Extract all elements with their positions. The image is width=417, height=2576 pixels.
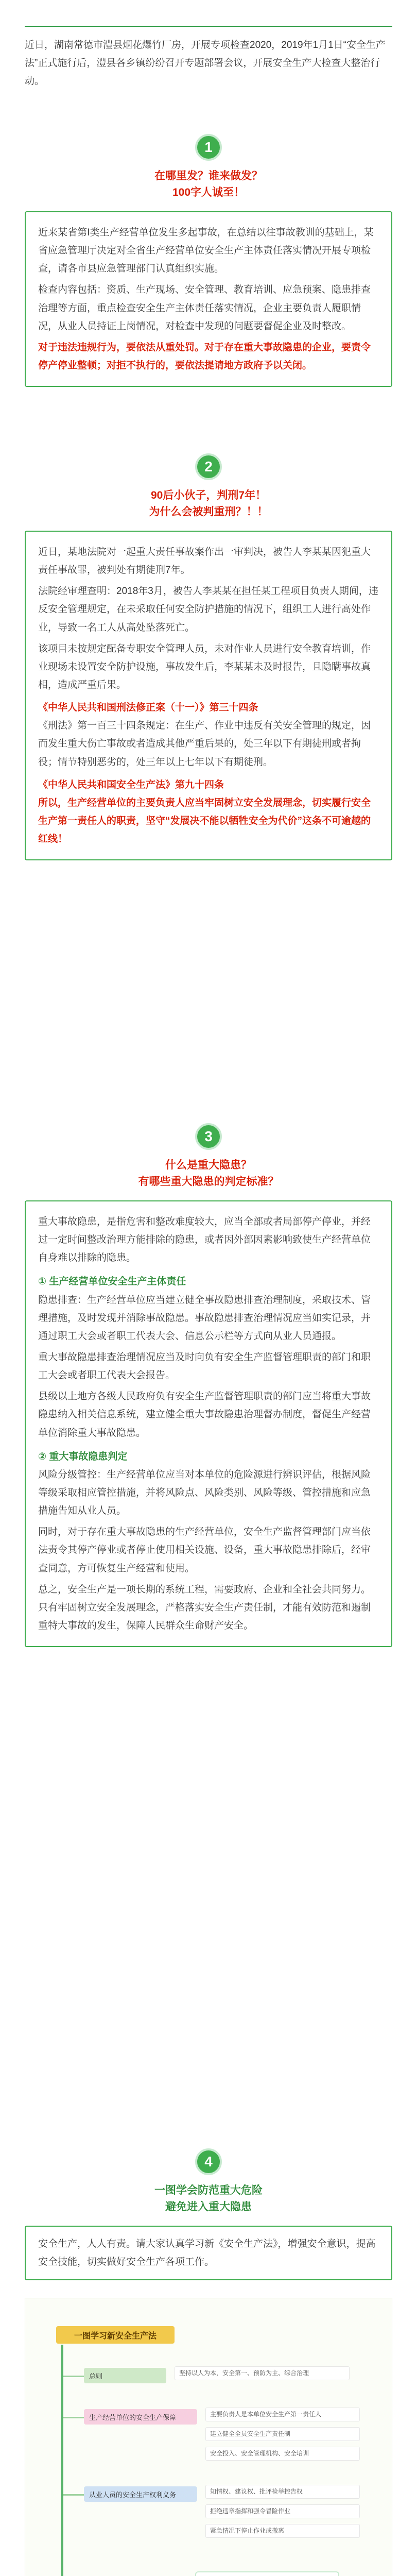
paragraph-emphasis: 所以，生产经营单位的主要负责人应当牢固树立安全发展理念，切实履行安全生产第一责任人的职责，坚守“发展决不能以牺牲安全为代价”这条不可逾越的红线！	[38, 797, 371, 845]
closing-paragraph: 安全生产，人人有责。请大家认真学习新《安全生产法》，增强安全意识，提高安全技能，切实做好安全生产各项工作。	[38, 2239, 376, 2268]
law-subheading: 《中华人民共和国刑法修正案（十一）》第三十四条	[38, 702, 258, 714]
paragraph: 《刑法》第一百三十四条规定：在生产、作业中违反有关安全管理的规定，因而发生重大伤亡事故或者造成其他严重后果的，处三年以下有期徒刑或者拘役；情节特别恶劣的，处三年以上七年以下有期徒刑。	[38, 720, 371, 768]
section-card	[25, 1200, 392, 1647]
mindmap-title: 一图学习新安全生产法	[56, 2326, 175, 2344]
paragraph: 检查内容包括：资质、生产现场、安全管理、教育培训、应急预案、隐患排查治理等方面，重点检查安全生产主体责任落实情况，企业主要负责人履职情况，从业人员持证上岗情况，对检查中发现的问题要督促企业及时整改。	[38, 284, 371, 332]
paragraph: 法院经审理查明：2018年3月，被告人李某某在担任某工程项目负责人期间，违反安全管理规定，在未采取任何安全防护措施的情况下，组织工人进行高处作业，导致一名工人从高处坠落死亡。	[38, 586, 378, 633]
paragraph: 重大事故隐患排查治理情况应当及时向负有安全生产监督管理职责的部门和职工大会或者职工代表大会报告。	[38, 1352, 371, 1381]
mindmap-infographic	[25, 2298, 392, 2576]
section-number-badge: 1	[195, 134, 222, 161]
subheading: ① 生产经营单位安全生产主体责任	[38, 1276, 186, 1287]
mindmap-connector	[63, 2417, 84, 2418]
mindmap-branch: 生产经营单位的安全生产保障	[84, 2409, 197, 2425]
mindmap-spine	[61, 2345, 63, 2576]
section-number-badge: 3	[195, 1123, 222, 1150]
mindmap-connector	[63, 2494, 84, 2496]
paragraph: 风险分级管控：生产经营单位应当对本单位的危险源进行辨识评估，根据风险等级采取相应管控措施，并将风险点、风险类别、风险等级、管控措施和应急措施告知从业人员。	[38, 1469, 371, 1517]
mindmap-leaf: 坚持以人为本，安全第一、预防为主、综合治理	[175, 2366, 350, 2380]
intro-paragraph: 近日，湖南常德市澧县烟花爆竹厂房，开展专项检查2020，2019年1月1日“安全生产法”正式施行后，澧县各乡镇纷纷召开专题部署会议，开展安全生产大检查大整治行动。	[25, 40, 386, 87]
mindmap-leaf: 建立健全全员安全生产责任制	[205, 2427, 360, 2441]
mindmap-connector	[63, 2376, 84, 2377]
mindmap-leaf: 拒绝违章指挥和强令冒险作业	[205, 2504, 360, 2518]
paragraph: 近来某省第Ⅰ类生产经营单位发生多起事故，在总结以往事故教训的基础上，某省应急管理厅决定对全省生产经营单位安全生产主体责任落实情况开展专项检查，请各市县应急管理部门认真组织实施。	[38, 227, 374, 275]
section-card	[25, 2226, 392, 2280]
section-title: 一图学会防范重大危险 避免进入重大隐患	[154, 2184, 263, 2213]
mindmap-leaf: 安全投入、安全管理机构、安全培训	[205, 2447, 360, 2461]
section-number-badge: 2	[195, 453, 222, 480]
paragraph: 县级以上地方各级人民政府负有安全生产监督管理职责的部门应当将重大事故隐患纳入相关信息系统，建立健全重大事故隐患治理督办制度，督促生产经营单位消除重大事故隐患。	[38, 1391, 371, 1438]
paragraph: 同时，对于存在重大事故隐患的生产经营单位，安全生产监督管理部门应当依法责令其停产停业或者停止使用相关设施、设备，重大事故隐患排除后，经审查同意，方可恢复生产经营和使用。	[38, 1527, 371, 1574]
brand-box	[195, 2571, 339, 2576]
paragraph: 重大事故隐患，是指危害和整改难度较大，应当全部或者局部停产停业，并经过一定时间整改治理方能排除的隐患，或者因外部因素影响致使生产经营单位自身难以排除的隐患。	[38, 1216, 371, 1264]
paragraph: 隐患排查：生产经营单位应当建立健全事故隐患排查治理制度，采取技术、管理措施，及时发现并消除事故隐患。事故隐患排查治理情况应当如实记录，并通过职工大会或者职工代表大会、信息公示栏等方式向从业人员通报。	[38, 1294, 371, 1342]
paragraph: 近日，某地法院对一起重大责任事故案作出一审判决，被告人李某某因犯重大责任事故罪，被判处有期徒刑7年。	[38, 547, 371, 576]
section-title: 90后小伙子，判刑7年！ 为什么会被判重刑？！！	[149, 489, 268, 518]
law-subheading: 《中华人民共和国安全生产法》第九十四条	[38, 779, 224, 790]
mindmap-leaf: 主要负责人是本单位安全生产第一责任人	[205, 2408, 360, 2421]
top-divider	[25, 26, 392, 27]
paragraph: 该项目未按规定配备专职安全管理人员，未对作业人员进行安全教育培训，作业现场未设置安全防护设施，事故发生后，李某某未及时报告，且隐瞒事故真相，造成严重后果。	[38, 643, 371, 690]
section-title: 什么是重大隐患？ 有哪些重大隐患的判定标准？	[138, 1159, 279, 1188]
section-card	[25, 211, 392, 387]
mindmap-branch: 总则	[84, 2368, 166, 2383]
section-card	[25, 531, 392, 860]
paragraph: 总之，安全生产是一项长期的系统工程，需要政府、企业和全社会共同努力。只有牢固树立安全发展理念，严格落实安全生产责任制，才能有效防范和遏制重特大事故的发生，保障人民群众生命财产安全。	[38, 1584, 371, 1632]
section-title: 在哪里发？谁来做发？ 100字人诚至！	[154, 170, 263, 198]
mindmap-leaf: 知情权、建议权、批评检举控告权	[205, 2485, 360, 2499]
section-number-badge: 4	[195, 2148, 222, 2175]
mindmap-branch: 从业人员的安全生产权利义务	[84, 2486, 197, 2502]
subheading: ② 重大事故隐患判定	[38, 1451, 128, 1462]
mindmap-leaf: 紧急情况下停止作业或撤离	[205, 2524, 360, 2538]
paragraph-emphasis: 对于违法违规行为，要依法从重处罚。对于存在重大事故隐患的企业，要责令停产停业整顿；对拒不执行的，要依法提请地方政府予以关闭。	[38, 342, 371, 371]
